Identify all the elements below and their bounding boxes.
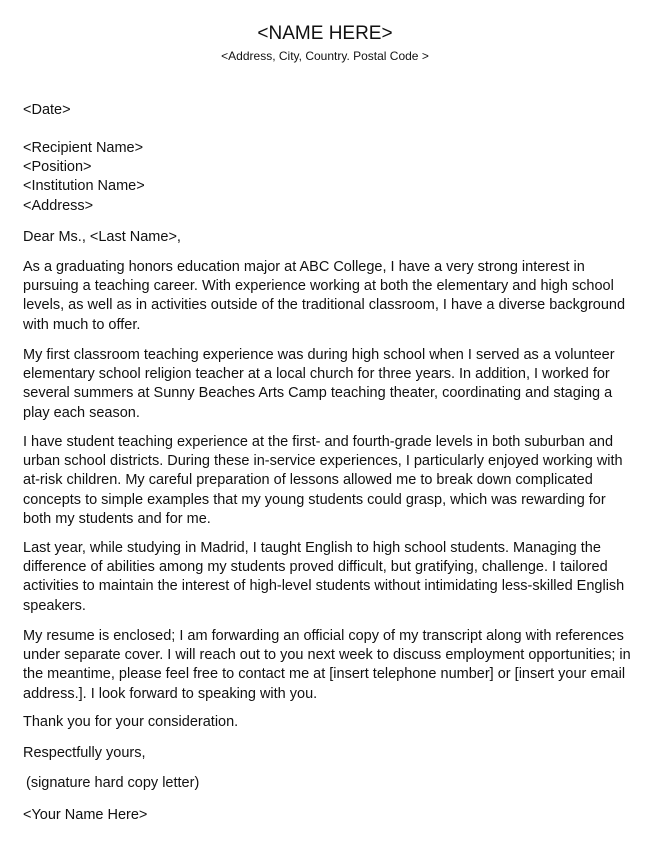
recipient-institution: <Institution Name>	[23, 178, 145, 195]
paragraph-experience: My first classroom teaching experience was during high school when I served as a volunteer elementary school religion teacher at a local church for three years. In addition, I worked for several summers at Sunny Beaches Arts Camp teaching theater, coordinating and staging a play each season.	[23, 347, 615, 421]
paragraph-madrid: Last year, while studying in Madrid, I taught English to high school students. Managing the difference of abilities among my students proved difficult, but gratifying, challenge. I tailored activities to maintain the interest of high-level students without intimidating less-skilled English speakers.	[23, 540, 625, 614]
recipient-name: <Recipient Name>	[23, 140, 144, 156]
salutation: Dear Ms., <Last Name>,	[23, 229, 181, 245]
recipient-position: <Position>	[23, 159, 92, 176]
recipient-address: <Address>	[23, 197, 94, 214]
paragraph-student-teaching: I have student teaching experience at the first- and fourth-grade levels in both suburban and urban school districts. During these in-service experiences, I particularly enjoyed working with at-risk children. My careful preparation of lessons allowed me to break down complicated concepts to simple examples that my young students could grasp, which was rewarding for both my students and for me.	[23, 434, 623, 527]
letter-date: <Date>	[23, 102, 71, 118]
paragraph-resume: My resume is enclosed; I am forwarding an official copy of my transcript along with references under separate cover. I will reach out to you next week to discuss employment opportunities; in the meantime, please feel free to contact me at [insert telephone number] or [insert your email address.]. I look forward to speaking with you.	[23, 628, 631, 702]
your-name: <Your Name Here>	[23, 807, 148, 823]
closing-line: Respectfully yours,	[23, 745, 146, 761]
sender-address: <Address, City, Country. Postal Code >	[221, 49, 429, 63]
signature-note: (signature hard copy letter)	[26, 775, 200, 791]
recipient-block	[23, 139, 633, 216]
paragraph-intro: As a graduating honors education major at ABC College, I have a very strong interest in pursuing a teaching career. With experience working at both the elementary and high school levels, as well as in activities outside of the traditional classroom, I have a diverse background with much to offer.	[23, 259, 626, 333]
thanks-line: Thank you for your consideration.	[23, 714, 239, 730]
sender-name: <NAME HERE>	[257, 23, 393, 44]
